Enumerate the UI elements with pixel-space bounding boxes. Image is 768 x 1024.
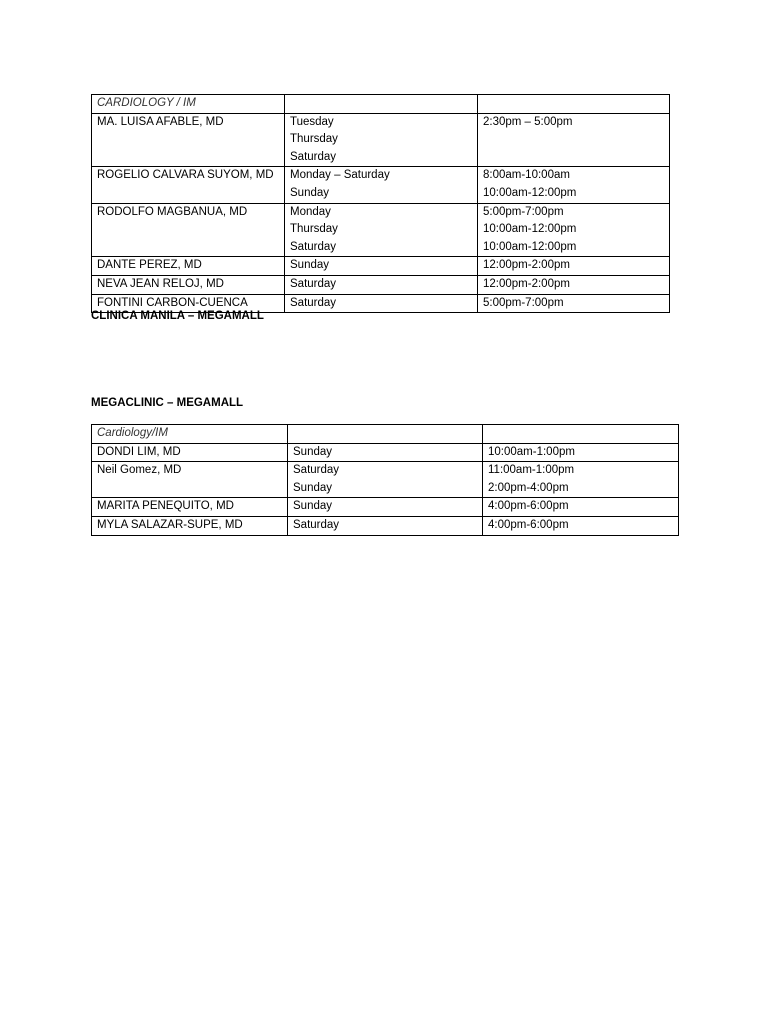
doctor-name-cell: NEVA JEAN RELOJ, MD — [92, 275, 285, 294]
day-entry: Saturday — [290, 240, 337, 253]
empty-cell — [285, 95, 478, 114]
megaclinic-schedule-table — [91, 424, 679, 536]
doctor-name-cell: DONDI LIM, MD — [92, 443, 288, 462]
category-cell: Cardiology/IM — [92, 425, 288, 444]
times-cell — [483, 443, 679, 462]
day-entry: Sunday — [290, 186, 330, 199]
times-cell — [478, 113, 670, 167]
day-entry: Tuesday — [290, 115, 334, 128]
schedule-row — [92, 257, 670, 276]
day-entry: Monday — [290, 205, 331, 218]
days-cell — [285, 203, 478, 257]
day-entry: Saturday — [290, 277, 337, 290]
days-cell — [285, 167, 478, 203]
day-entry: Saturday — [290, 150, 337, 163]
empty-cell — [478, 95, 670, 114]
time-entry: 10:00am-12:00pm — [483, 186, 577, 199]
schedule-row — [92, 275, 670, 294]
time-entry: 5:00pm-7:00pm — [483, 205, 564, 218]
doctor-name-cell: DANTE PEREZ, MD — [92, 257, 285, 276]
doctor-name-cell: MYLA SALAZAR-SUPE, MD — [92, 516, 288, 535]
clinica-manila-schedule-table — [91, 94, 670, 313]
time-entry: 2:30pm – 5:00pm — [483, 115, 573, 128]
days-cell — [288, 498, 483, 517]
day-entry: Saturday — [290, 296, 337, 309]
doctor-name-cell: MARITA PENEQUITO, MD — [92, 498, 288, 517]
day-entry: Saturday — [293, 464, 340, 477]
time-entry: 10:00am-12:00pm — [483, 240, 577, 253]
days-cell — [288, 443, 483, 462]
doctor-name-cell: FONTINI CARBON-CUENCA — [92, 294, 285, 313]
time-entry: 2:00pm-4:00pm — [488, 481, 569, 494]
times-cell — [478, 294, 670, 313]
times-cell — [478, 203, 670, 257]
time-entry: 11:00am-1:00pm — [488, 464, 575, 477]
days-cell — [285, 257, 478, 276]
clinic-heading-megaclinic: MEGACLINIC – MEGAMALL — [91, 397, 244, 409]
category-row — [92, 95, 670, 114]
doctor-name-cell: ROGELIO CALVARA SUYOM, MD — [92, 167, 285, 203]
empty-cell — [288, 425, 483, 444]
days-cell — [288, 462, 483, 498]
time-entry: 10:00am-12:00pm — [483, 223, 577, 236]
schedule-row — [92, 462, 679, 498]
time-entry: 5:00pm-7:00pm — [483, 296, 564, 309]
time-entry: 10:00am-1:00pm — [488, 445, 575, 458]
day-entry: Monday – Saturday — [290, 169, 390, 182]
schedule-row — [92, 498, 679, 517]
time-entry: 12:00pm-2:00pm — [483, 259, 570, 272]
days-cell — [285, 275, 478, 294]
times-cell — [483, 462, 679, 498]
time-entry: 8:00am-10:00am — [483, 169, 570, 182]
time-entry: 4:00pm-6:00pm — [488, 500, 569, 513]
day-entry: Sunday — [293, 500, 333, 513]
schedule-row — [92, 516, 679, 535]
times-cell — [478, 257, 670, 276]
times-cell — [478, 275, 670, 294]
schedule-row — [92, 203, 670, 257]
day-entry: Sunday — [293, 481, 333, 494]
day-entry: Thursday — [290, 133, 338, 146]
days-cell — [285, 294, 478, 313]
day-entry: Saturday — [293, 518, 340, 531]
doctor-name-cell: Neil Gomez, MD — [92, 462, 288, 498]
day-entry: Thursday — [290, 223, 338, 236]
clinic-heading-clinica-manila: CLINICA MANILA – MEGAMALL — [91, 310, 264, 322]
category-cell: CARDIOLOGY / IM — [92, 95, 285, 114]
schedule-body — [92, 95, 670, 313]
day-entry: Sunday — [290, 259, 330, 272]
times-cell — [483, 516, 679, 535]
schedule-body — [92, 425, 679, 536]
schedule-row — [92, 167, 670, 203]
time-entry: 4:00pm-6:00pm — [488, 518, 569, 531]
times-cell — [483, 498, 679, 517]
empty-cell — [483, 425, 679, 444]
category-row — [92, 425, 679, 444]
doctor-name-cell: RODOLFO MAGBANUA, MD — [92, 203, 285, 257]
days-cell — [288, 516, 483, 535]
schedule-row — [92, 113, 670, 167]
time-entry: 12:00pm-2:00pm — [483, 277, 570, 290]
times-cell — [478, 167, 670, 203]
day-entry: Sunday — [293, 445, 333, 458]
schedule-row — [92, 443, 679, 462]
days-cell — [285, 113, 478, 167]
doctor-name-cell: MA. LUISA AFABLE, MD — [92, 113, 285, 167]
